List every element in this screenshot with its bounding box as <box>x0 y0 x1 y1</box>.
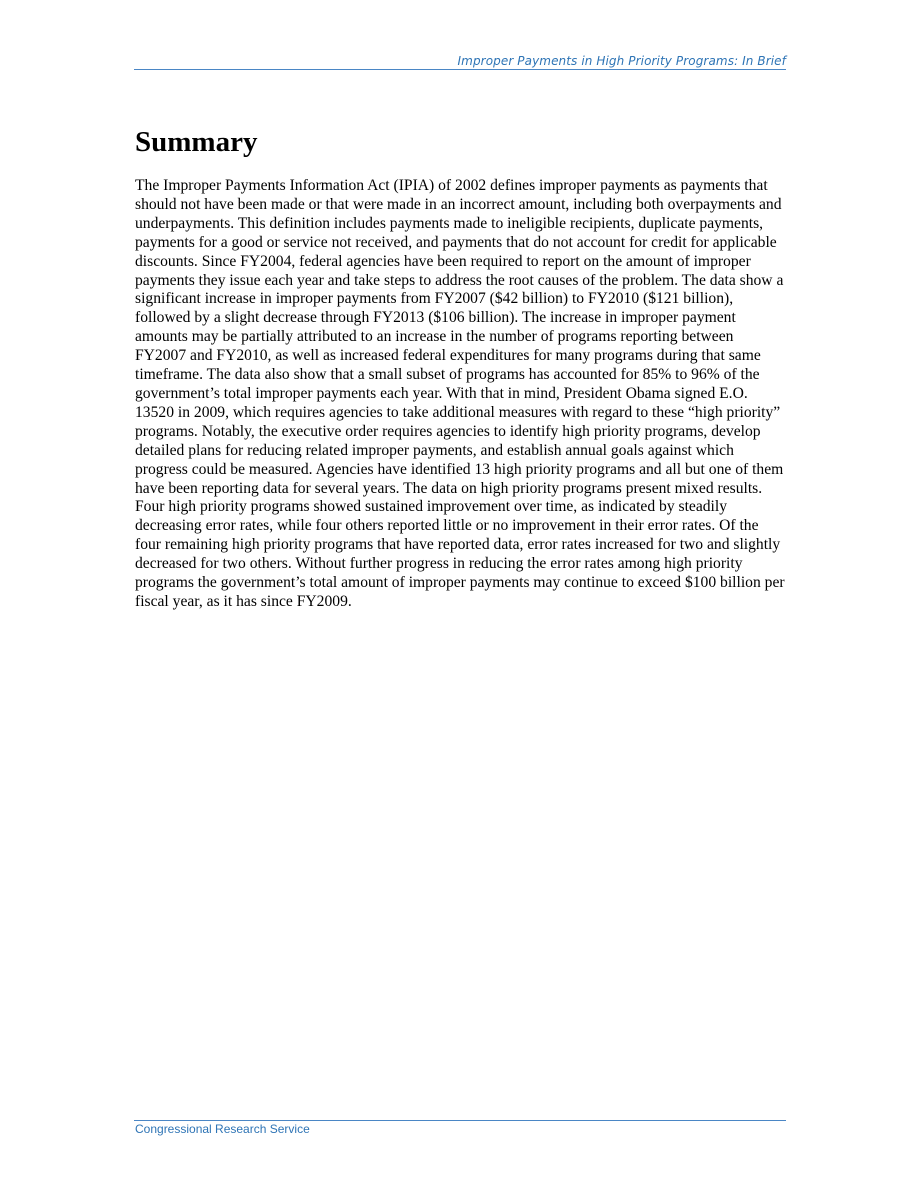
section-title: Summary <box>135 126 258 158</box>
running-footer: Congressional Research Service <box>135 1122 310 1136</box>
summary-paragraph: The Improper Payments Information Act (IPIA) of 2002 defines improper payments as payments that should not have been made or that were made in an incorrect amount, including both overpayments and underpayments. This definition includes payments made to ineligible recipients, duplicate payments, payments for a good or service not received, and payments that do not account for credit for applicable discounts. Since FY2004, federal agencies have been required to report on the amount of improper payments they issue each year and take steps to address the root causes of the problem. The data show a significant increase in improper payments from FY2007 ($42 billion) to FY2010 ($121 billion), followed by a slight decrease through FY2013 ($106 billion). The increase in improper payment amounts may be partially attributed to an increase in the number of programs reporting between FY2007 and FY2010, as well as increased federal expenditures for many programs during that same timeframe. The data also show that a small subset of programs has accounted for 85% to 96% of the government’s total improper payments each year. With that in mind, President Obama signed E.O. 13520 in 2009, which requires agencies to take additional measures with regard to these “high priority” programs. Notably, the executive order requires agencies to identify high priority programs, develop detailed plans for reducing related improper payments, and establish annual goals against which progress could be measured. Agencies have identified 13 high priority programs and all but one of them have been reporting data for several years. The data on high priority programs present mixed results. Four high priority programs showed sustained improvement over time, as indicated by steadily decreasing error rates, while four others reported little or no improvement in their error rates. Of the four remaining high priority programs that have reported data, error rates increased for two and slightly decreased for two others. Without further progress in reducing the error rates among high priority programs the government’s total amount of improper payments may continue to exceed $100 billion per fiscal year, as it has since FY2009. <box>135 177 785 610</box>
footer-rule <box>134 1120 786 1121</box>
running-header: Improper Payments in High Priority Programs: In Brief <box>457 54 786 68</box>
header-rule <box>134 69 786 70</box>
